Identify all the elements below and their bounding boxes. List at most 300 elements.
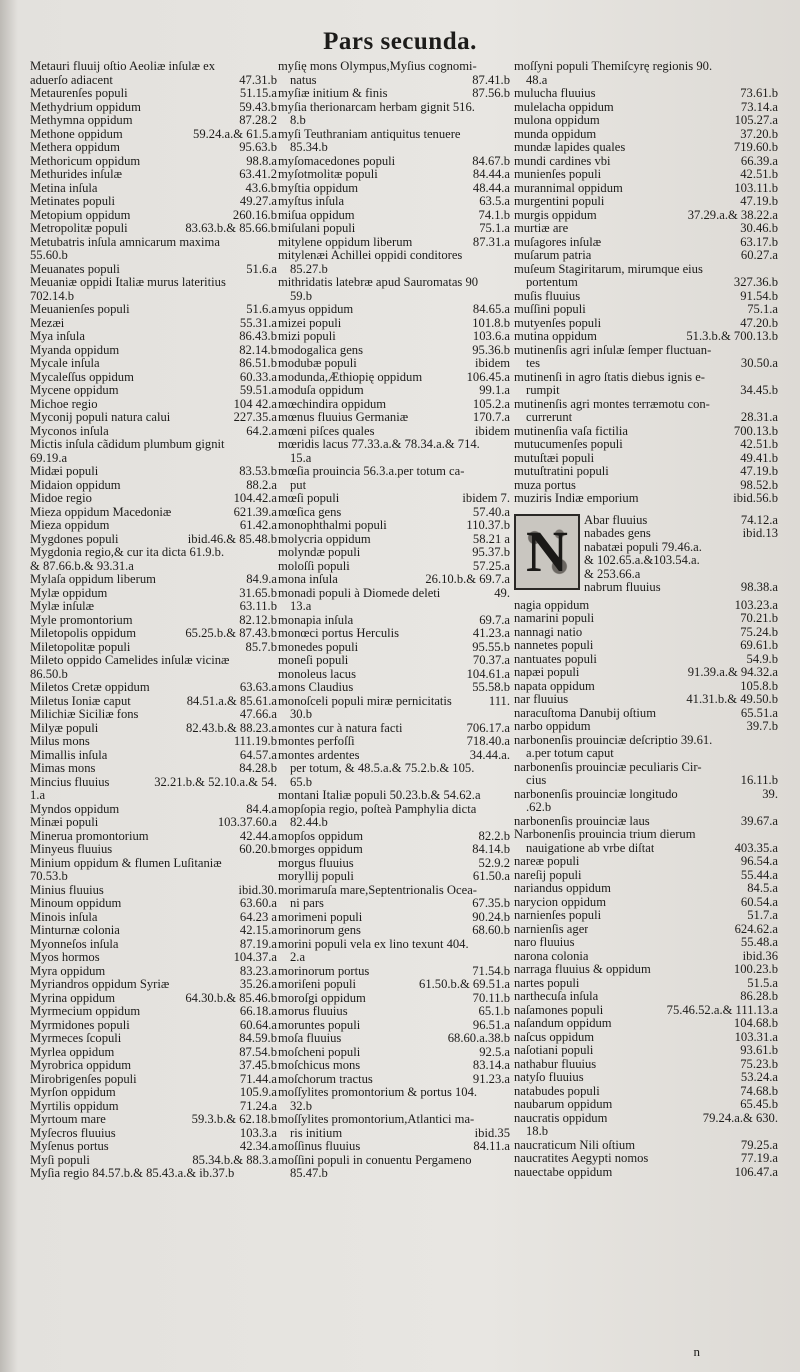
index-entry-term: myſtia oppidum — [278, 181, 359, 195]
index-entry-term: nar fluuius — [514, 693, 569, 706]
index-entry-term: naſotiani populi — [514, 1044, 594, 1057]
index-entry — [30, 533, 277, 547]
index-entry-term: myſi Teuthraniam antiquitus tenuere — [278, 127, 461, 141]
index-entry — [278, 641, 510, 655]
index-entry — [278, 884, 510, 898]
index-entry-reference: 16.11.b — [740, 774, 778, 787]
index-entry-reference: 103.37.60.a — [217, 816, 277, 829]
index-entry-term: Minyeus fluuius — [30, 843, 113, 856]
index-entry-term: Methone oppidum — [30, 127, 123, 141]
index-entry-term: mona inſula — [278, 573, 338, 586]
index-entry-reference: 60.54.a — [740, 895, 778, 909]
index-entry — [278, 141, 510, 155]
index-entry-term: rumpit — [526, 384, 560, 397]
index-entry-reference: 87.54.b — [239, 1045, 277, 1059]
index-entry-term: Narbonenſis prouincia trium dierum — [514, 828, 696, 841]
index-entry-term: montes cur à natura facti — [278, 721, 403, 735]
index-entry — [514, 101, 778, 115]
index-entry-term: Mieza oppidum — [30, 519, 110, 532]
index-entry-term: Methoricum oppidum — [30, 154, 141, 168]
index-entry — [278, 479, 510, 493]
index-entry-term: naſcus oppidum — [514, 1030, 595, 1044]
index-entry-term: moſſini populi in conuentu Pergameno — [278, 1153, 472, 1167]
index-entry-term: monapia inſula — [278, 613, 354, 627]
index-entry-reference: 111.19.b — [233, 735, 277, 748]
index-entry-term: mutinenſi in agro ſtatis diebus ignis e- — [514, 370, 705, 384]
index-entry — [278, 708, 510, 722]
index-entry-reference: 84.67.b — [472, 154, 510, 168]
index-entry-reference: 54.9.b — [746, 652, 778, 666]
index-entry-reference: 104 42.a — [233, 397, 277, 411]
index-entry-reference: ibid.46.& 85.48.b — [187, 532, 277, 546]
index-entry-term: Metropolitæ populi — [30, 222, 128, 235]
index-entry — [30, 411, 277, 425]
index-entry-term: nartes populi — [514, 976, 580, 990]
index-entry-term: 48.a — [526, 73, 548, 87]
index-entry-term: murtiæ are — [514, 222, 569, 235]
index-entry-reference: 73.61.b — [740, 87, 778, 100]
index-entry-reference: 71.44.a — [239, 1072, 277, 1086]
index-entry-reference: 30.50.a — [740, 357, 778, 370]
index-entry-term: mulona oppidum — [514, 114, 600, 127]
index-entry-reference: 103.31.a — [734, 1030, 778, 1044]
index-entry — [278, 128, 510, 142]
index-entry — [514, 909, 778, 923]
index-entry-reference: 74.1.b — [478, 208, 510, 222]
index-entry — [514, 1125, 778, 1139]
letter-section-entries — [584, 514, 778, 595]
page-header: Pars secunda. — [323, 28, 477, 55]
index-entry-term: Abar fluuius — [584, 513, 648, 527]
index-entry — [30, 128, 277, 142]
index-entry — [30, 371, 277, 385]
index-entry-term: murgentini populi — [514, 195, 605, 208]
index-entry-term: moroſgi oppidum — [278, 991, 366, 1005]
index-entry-term: Myconij populi natura calui — [30, 411, 171, 424]
index-entry-reference: 66.18.a — [239, 1005, 277, 1018]
index-entry-reference: 327.36.b — [733, 276, 778, 289]
index-entry — [278, 654, 510, 668]
index-entry — [278, 789, 510, 803]
index-entry-term: mopſos oppidum — [278, 829, 364, 843]
index-entry — [278, 438, 510, 452]
index-entry-term: mitylenæi Achillei oppidi conditores — [278, 249, 463, 262]
index-entry-reference: 49.27.a — [239, 195, 277, 208]
index-entry — [30, 465, 277, 479]
index-entry — [278, 614, 510, 628]
index-entry-reference: 47.19.b — [740, 195, 778, 208]
index-entry-term: Myrtoum mare — [30, 1113, 106, 1126]
index-entry-term: moloſſi populi — [278, 559, 350, 573]
index-entry — [514, 141, 778, 155]
index-entry — [278, 600, 510, 614]
index-entry-reference: 86.28.b — [740, 990, 778, 1003]
index-entry-reference: 83.53.b — [239, 465, 277, 478]
index-entry-term: moſſylites promontorium & portus 104. — [278, 1086, 478, 1099]
index-entry-reference: 106.47.a — [734, 1165, 778, 1179]
index-entry — [30, 843, 277, 857]
index-entry-term: 70.53.b — [30, 870, 68, 883]
index-entry-reference: 98.8.a — [246, 154, 277, 168]
index-entry-reference: 58.21 a — [472, 532, 510, 546]
index-entry — [514, 815, 778, 829]
index-entry-term: 32.b — [290, 1099, 313, 1113]
index-entry-reference: 103.23.a — [734, 598, 778, 612]
index-entry-term: naucraticum Nili oſtium — [514, 1138, 636, 1152]
index-entry — [30, 425, 277, 439]
index-entry — [278, 1167, 510, 1181]
index-entry — [514, 707, 778, 721]
index-entry — [30, 74, 277, 88]
index-entry — [30, 681, 277, 695]
index-entry-reference: 51.15.a — [239, 87, 277, 100]
index-entry — [30, 519, 277, 533]
index-entry — [30, 762, 277, 776]
index-entry-term: Midæi populi — [30, 465, 99, 478]
index-entry-term: myſia therionarcam herbam gignit 516. — [278, 100, 475, 114]
index-entry — [30, 1032, 277, 1046]
index-entry — [278, 560, 510, 574]
index-entry-reference: 74.12.a — [740, 513, 778, 527]
index-entry-term: morinorum portus — [278, 964, 370, 978]
index-entry-reference: 59.24.a.& 61.5.a — [193, 127, 277, 141]
index-entry — [278, 452, 510, 466]
index-entry-term: Meuanienſes populi — [30, 303, 130, 316]
index-entry — [30, 884, 277, 898]
index-entry — [278, 182, 510, 196]
index-entry-reference: 93.61.b — [740, 1044, 778, 1057]
drop-cap-n: N — [514, 514, 580, 590]
index-entry — [278, 1073, 510, 1087]
index-entry-term: murgis oppidum — [514, 208, 597, 222]
index-entry-term: moſſyni populi Themiſcyrę regionis 90. — [514, 60, 713, 73]
index-entry-term: Metaurenſes populi — [30, 87, 128, 100]
index-entry-reference: 104.61.a — [466, 667, 510, 681]
index-entry-reference: 75.46.52.a.& 111.13.a — [666, 1003, 778, 1017]
index-entry-term: nannetes populi — [514, 639, 594, 652]
index-entry — [30, 506, 277, 520]
index-entry — [278, 384, 510, 398]
index-entry-reference: 64.2.a — [246, 424, 277, 438]
index-entry-reference: 41.31.b.& 49.50.b — [686, 693, 778, 706]
index-entry — [278, 951, 510, 965]
index-entry-reference: 84.4.a — [246, 802, 277, 816]
index-entry — [30, 182, 277, 196]
index-entry-reference: 42.51.b — [740, 168, 778, 181]
index-entry-reference: 39.7.b — [746, 720, 778, 733]
index-entry-reference: 92.5.a — [479, 1045, 510, 1059]
index-entry-reference: 71.54.b — [472, 964, 510, 978]
index-entry — [30, 303, 277, 317]
index-entry-term: narbonenſis prouinciæ deſcriptio 39.61. — [514, 733, 713, 747]
index-entry — [514, 1071, 778, 1085]
index-entry — [278, 263, 510, 277]
index-entry — [278, 506, 510, 520]
index-entry — [584, 568, 778, 582]
index-entry-reference: 32.21.b.& 52.10.a.& 54. — [154, 775, 277, 789]
index-entry — [514, 222, 778, 236]
index-entry-term: mœſi populi — [278, 492, 340, 505]
index-entry-term: munda oppidum — [514, 127, 597, 141]
index-entry-term: Mycale inſula — [30, 357, 100, 370]
index-entry-reference: 84.9.a — [246, 573, 277, 586]
index-entry-term: naubarum oppidum — [514, 1098, 613, 1111]
index-entry-term: 30.b — [290, 708, 313, 721]
index-entry-term: monadi populi à Diomede deleti — [278, 586, 441, 600]
index-entry-reference: 95.36.b — [472, 343, 510, 357]
index-entry — [30, 735, 277, 749]
index-entry — [278, 330, 510, 344]
index-entry — [30, 479, 277, 493]
index-entry-term: Mictis inſula cãdidum plumbum gignit — [30, 438, 225, 451]
index-entry-reference: 47.19.b — [740, 465, 778, 478]
index-entry-term: natus — [290, 73, 317, 87]
index-entry — [30, 870, 277, 884]
index-entry-term: mundi cardines vbi — [514, 154, 611, 168]
index-entry-term: Midaion oppidum — [30, 478, 121, 492]
index-entry-reference: 170.7.a — [472, 411, 510, 424]
index-entry — [514, 842, 778, 856]
index-entry-reference: 51.7.a — [747, 909, 778, 922]
index-entry-term: morgus fluuius — [278, 856, 354, 870]
index-entry-term: Miletopolis oppidum — [30, 627, 137, 640]
index-entry-term: nabrum fluuius — [584, 581, 661, 594]
index-entry-reference: 74.68.b — [740, 1084, 778, 1098]
index-entry-term: morimaruſa mare,Septentrionalis Ocea- — [278, 883, 477, 897]
index-entry-term: Mylæ oppidum — [30, 586, 108, 600]
index-entry-reference: 77.19.a — [740, 1152, 778, 1165]
index-entry-term: Myſenus portus — [30, 1140, 109, 1153]
index-entry-term: mutuſtæi populi — [514, 451, 595, 465]
index-entry-reference: 84.11.a — [473, 1140, 510, 1153]
index-entry-term: monedes populi — [278, 640, 359, 654]
index-entry-term: muſarum patria — [514, 249, 592, 262]
index-entry-term: nauigatione ab vrbe diſtat — [526, 841, 655, 855]
index-entry — [30, 330, 277, 344]
index-entry — [514, 87, 778, 101]
index-entry — [514, 371, 778, 385]
index-entry-term: napæi populi — [514, 666, 580, 679]
index-entry-term: a.per totum caput — [526, 747, 614, 760]
index-entry-term: murannimal oppidum — [514, 181, 623, 195]
index-entry — [514, 923, 778, 937]
index-entry — [30, 398, 277, 412]
index-entry — [30, 816, 277, 830]
index-entry-term: 85.47.b — [290, 1167, 328, 1180]
index-entry — [278, 492, 510, 506]
index-entry-term: naracuſtoma Danubij oſtium — [514, 706, 656, 720]
index-entry — [30, 789, 277, 803]
index-entry — [278, 1005, 510, 1019]
index-entry — [278, 735, 510, 749]
index-entry — [30, 924, 277, 938]
index-entry-reference: 60.64.a — [239, 1018, 277, 1032]
index-entry-term: 702.14.b — [30, 289, 75, 303]
index-entry-reference: ibid.30. — [238, 883, 277, 897]
index-entry-term: & 253.66.a — [584, 567, 641, 581]
index-entry — [278, 533, 510, 547]
index-entry-term: nauectabe oppidum — [514, 1165, 613, 1179]
index-entry-term: natabudes populi — [514, 1084, 600, 1098]
index-entry — [514, 1058, 778, 1072]
index-entry-term: currerunt — [526, 411, 573, 424]
index-entry-reference: 65.51.a — [740, 706, 778, 720]
index-entry — [584, 541, 778, 555]
index-entry — [278, 722, 510, 736]
index-entry-reference: 60.27.a — [740, 249, 778, 262]
index-entry-reference: 70.21.b — [740, 612, 778, 625]
index-entry — [514, 155, 778, 169]
index-entry-reference: 84.44.a — [472, 168, 510, 181]
index-entry-term: morus fluuius — [278, 1005, 348, 1018]
index-entry — [278, 1100, 510, 1114]
index-entry — [514, 936, 778, 950]
index-entry — [30, 911, 277, 925]
index-entry-term: naſandum oppidum — [514, 1017, 612, 1030]
index-entry-term: myſiæ initium & finis — [278, 87, 388, 100]
index-entry — [278, 60, 510, 74]
index-entry-term: Miletos Cretæ oppidum — [30, 681, 150, 694]
index-entry — [30, 1127, 277, 1141]
index-entry-reference: 84.59.b — [239, 1032, 277, 1045]
index-entry-reference: 59.43.b — [239, 100, 277, 114]
index-entry — [30, 317, 277, 331]
index-entry-term: Miletus Ioniæ caput — [30, 694, 131, 708]
index-entry-reference: 103.3.a — [239, 1126, 277, 1140]
index-entry-term: Minoum oppidum — [30, 897, 122, 910]
index-entry-reference: 64.23 a — [239, 910, 277, 924]
index-entry-term: Milyæ populi — [30, 721, 99, 735]
index-entry — [30, 857, 277, 871]
index-entry-term: Myſia regio 84.57.b.& 85.43.a.& ib.37.b — [30, 1167, 235, 1180]
index-entry-term: mutina oppidum — [514, 330, 597, 343]
index-entry — [278, 155, 510, 169]
index-entry — [30, 290, 277, 304]
index-entry-term: morinorum gens — [278, 924, 361, 937]
index-entry-reference: 84.14.b — [472, 843, 510, 856]
index-entry — [584, 581, 778, 595]
index-entry-reference: 59.3.b.& 62.18.b — [191, 1113, 277, 1126]
index-entry-reference: 103.6.a — [472, 330, 510, 343]
index-entry — [278, 398, 510, 412]
index-entry — [514, 801, 778, 815]
index-entry — [278, 587, 510, 601]
index-entry-term: Myrmecium oppidum — [30, 1005, 141, 1018]
index-entry — [514, 452, 778, 466]
index-entry-term: myſotmolitæ populi — [278, 168, 378, 181]
index-entry-term: molycria oppidum — [278, 532, 371, 546]
index-entry — [30, 1113, 277, 1127]
index-entry — [278, 411, 510, 425]
index-entry — [30, 1005, 277, 1019]
index-entry-term: portentum — [526, 276, 578, 289]
index-entry-term: muziris Indiæ emporium — [514, 492, 639, 505]
index-entry-term: nannagi natio — [514, 625, 583, 639]
index-entry-term: moneſi populi — [278, 654, 349, 667]
index-entry-reference: 49.41.b — [740, 451, 778, 465]
index-entry-reference: 84.65.a — [472, 303, 510, 316]
index-entry — [514, 330, 778, 344]
index-entry-reference: 47.66.a — [239, 708, 277, 721]
index-entry-reference: 37.29.a.& 38.22.a — [687, 208, 778, 222]
index-entry-reference: 79.25.a — [740, 1138, 778, 1152]
index-entry-term: nareæ populi — [514, 855, 580, 868]
index-entry — [514, 693, 778, 707]
index-entry-term: morges oppidum — [278, 843, 363, 856]
index-entry-reference: 84.51.a.& 85.61.a — [186, 694, 277, 708]
index-entry-term: morimeni populi — [278, 910, 363, 924]
index-entry-term: narraga fluuius & oppidum — [514, 963, 651, 976]
index-entry-reference: 227.35.a — [233, 411, 277, 424]
index-entry-reference: 61.42.a — [239, 519, 277, 532]
index-entry — [30, 992, 277, 1006]
index-entry — [514, 303, 778, 317]
index-entry-reference: 87.41.b — [472, 73, 510, 87]
index-entry — [514, 774, 778, 788]
index-entry-term: narbonenſis prouinciæ laus — [514, 814, 650, 828]
index-entry — [30, 938, 277, 952]
index-entry — [30, 236, 277, 250]
index-entry-term: napata oppidum — [514, 679, 595, 693]
index-entry — [278, 425, 510, 439]
index-entry — [30, 695, 277, 709]
index-entry-term: Mya inſula — [30, 330, 85, 343]
index-entry-reference: 98.52.b — [740, 478, 778, 492]
index-entry — [30, 438, 277, 452]
index-entry-term: muſagores inſulæ — [514, 235, 602, 249]
index-entry — [30, 668, 277, 682]
index-entry — [278, 114, 510, 128]
index-entry — [30, 708, 277, 722]
index-entry — [514, 1166, 778, 1180]
index-entry-term: 85.34.b — [290, 141, 328, 154]
index-entry-reference: 63.17.b — [740, 235, 778, 249]
index-entry-reference: 41.23.a — [472, 627, 510, 640]
index-entry — [278, 911, 510, 925]
index-entry-term: mutinenſis agri inſulæ ſemper fluctuan- — [514, 343, 712, 357]
index-entry-term: mulucha fluuius — [514, 87, 596, 100]
index-entry-term: naucratis oppidum — [514, 1111, 608, 1125]
index-entry — [584, 527, 778, 541]
index-entry-reference: 63.11.b — [239, 600, 277, 613]
index-entry-term: morini populi vela ex lino texunt 404. — [278, 937, 469, 951]
index-entry-term: 69.19.a — [30, 451, 68, 465]
index-entry-term: 15.a — [290, 451, 312, 465]
index-entry — [514, 869, 778, 883]
index-entry — [514, 249, 778, 263]
index-entry-term: Myanda oppidum — [30, 343, 120, 357]
index-entry-reference: 34.45.b — [740, 384, 778, 397]
index-entry-reference: 105.8.b — [740, 679, 778, 693]
index-entry-term: modogalica gens — [278, 343, 363, 357]
index-entry-reference: ibid.35 — [474, 1126, 510, 1140]
index-entry-reference: 71.24.a — [239, 1099, 277, 1113]
index-entry — [278, 1154, 510, 1168]
index-entry-reference: 83.23.a — [239, 964, 277, 978]
index-entry-reference: 65.25.b.& 87.43.b — [185, 627, 277, 640]
index-entry-reference: 104.68.b — [733, 1017, 778, 1030]
index-entry-term: aduerſo adiacent — [30, 73, 113, 87]
index-entry — [30, 1140, 277, 1154]
index-entry — [30, 627, 277, 641]
index-entry-reference: 37.45.b — [239, 1059, 277, 1072]
index-entry — [30, 803, 277, 817]
index-entry — [278, 276, 510, 290]
index-entry-reference: 86.51.b — [239, 357, 277, 370]
index-entry-term: nabatæi populi 79.46.a. — [584, 540, 702, 554]
index-entry-reference: 51.5.a — [747, 976, 778, 990]
index-entry-reference: 75.23.b — [740, 1057, 778, 1071]
